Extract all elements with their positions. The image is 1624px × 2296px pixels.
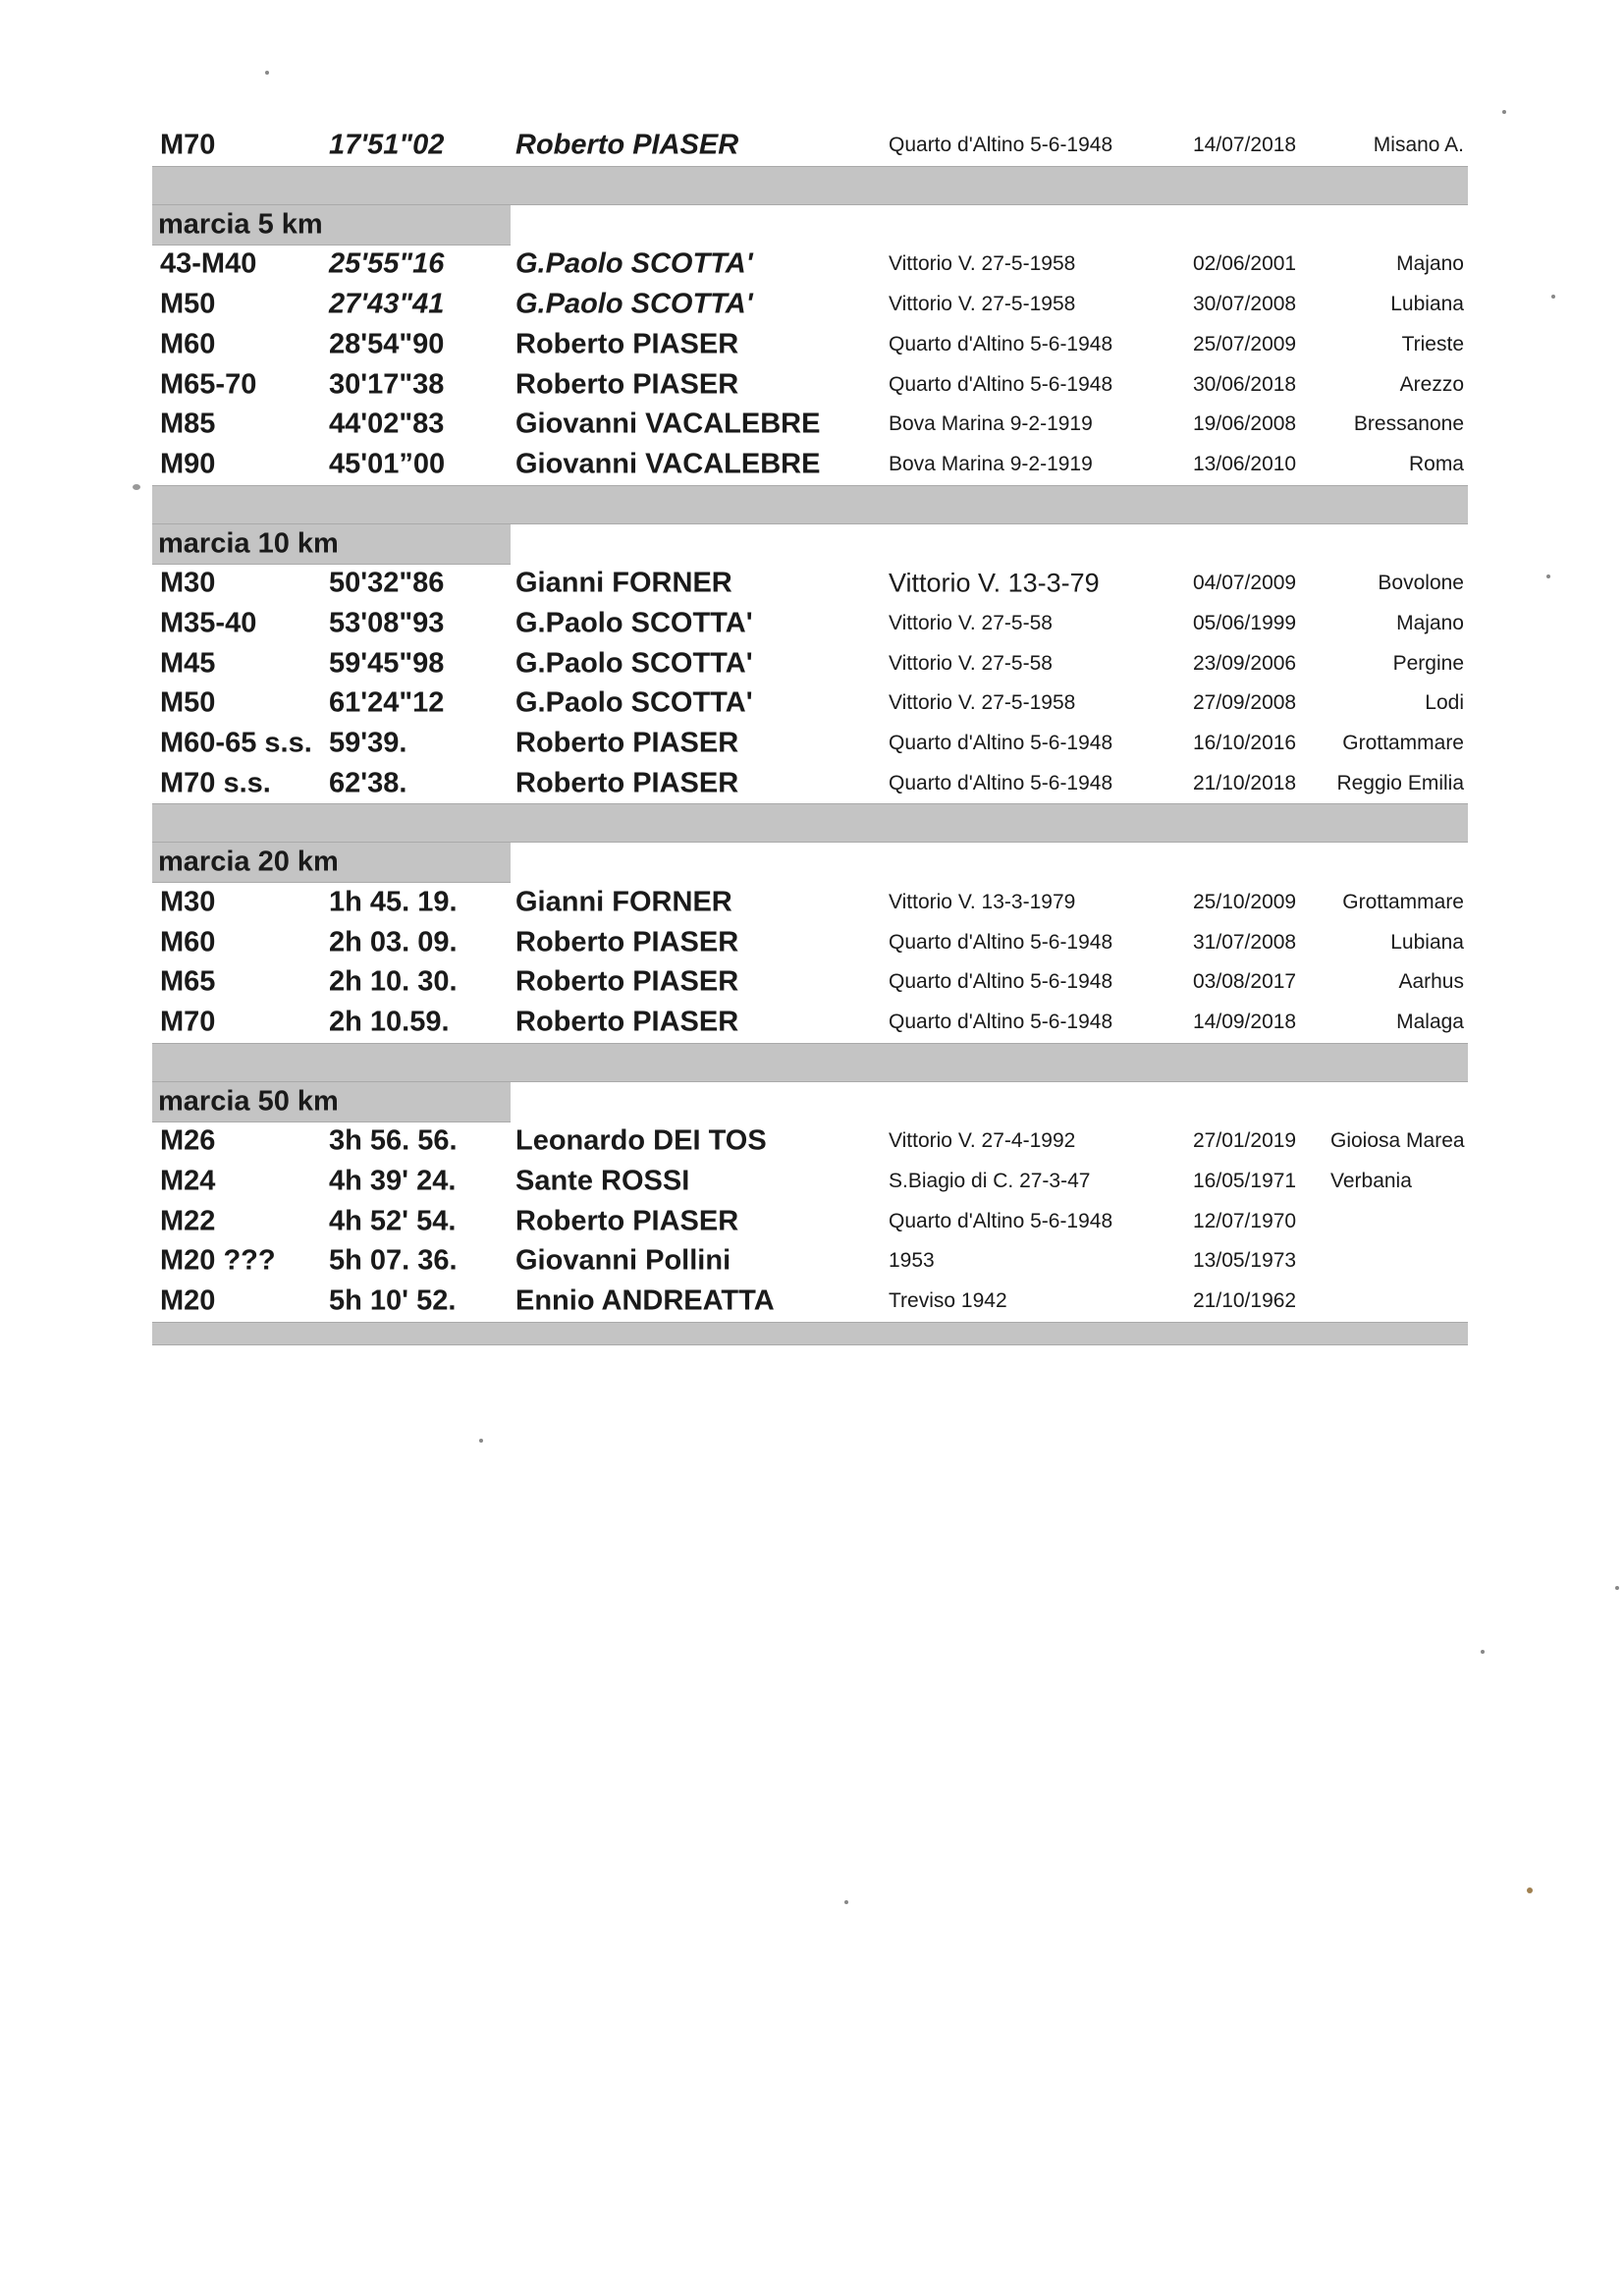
time-cell: 59'39. — [329, 727, 407, 759]
category-cell: M45 — [160, 647, 216, 680]
table-row — [152, 126, 1468, 166]
date-cell: 16/05/1971 — [1193, 1169, 1297, 1192]
section-title-box — [152, 205, 511, 246]
birthplace-cell: Quarto d'Altino 5-6-1948 — [889, 1209, 1113, 1232]
time-cell: 2h 10. 30. — [329, 965, 458, 998]
category-cell: M50 — [160, 686, 216, 719]
athlete-name-cell: Roberto PIASER — [515, 328, 739, 360]
city-cell: Arezzo — [1399, 372, 1464, 396]
date-cell: 21/10/2018 — [1193, 771, 1297, 794]
section-header — [152, 843, 1468, 882]
athlete-name-cell: G.Paolo SCOTTA' — [515, 607, 753, 639]
category-cell: 43-M40 — [160, 247, 257, 280]
scan-speck — [1481, 1650, 1485, 1654]
table-row — [152, 364, 1468, 405]
city-cell: Malaga — [1396, 1011, 1464, 1034]
category-cell: M26 — [160, 1124, 216, 1157]
table-row — [152, 445, 1468, 485]
city-cell: Misano A. — [1373, 134, 1464, 157]
birthplace-cell: Vittorio V. 13-3-1979 — [889, 890, 1076, 913]
time-cell: 5h 10' 52. — [329, 1285, 457, 1317]
separator-bar — [152, 1043, 1468, 1082]
date-cell: 19/06/2008 — [1193, 412, 1297, 436]
athlete-name-cell: Roberto PIASER — [515, 727, 739, 759]
date-cell: 27/01/2019 — [1193, 1128, 1297, 1152]
category-cell: M60-65 s.s. — [160, 727, 312, 759]
city-cell: Majano — [1396, 252, 1464, 276]
records-table — [152, 126, 1468, 1345]
birthplace-cell: Quarto d'Altino 5-6-1948 — [889, 134, 1113, 157]
table-row — [152, 882, 1468, 922]
scan-speck — [1551, 295, 1555, 299]
time-cell: 61'24"12 — [329, 686, 445, 719]
scan-speck — [1615, 1586, 1619, 1590]
birthplace-cell: Vittorio V. 27-5-58 — [889, 651, 1053, 675]
section-header — [152, 524, 1468, 564]
scan-speck — [844, 1900, 848, 1904]
birthplace-cell: Quarto d'Altino 5-6-1948 — [889, 771, 1113, 794]
category-cell: M70 — [160, 1006, 216, 1038]
city-cell: Lubiana — [1390, 930, 1464, 954]
athlete-name-cell: Gianni FORNER — [515, 567, 732, 599]
category-cell: M90 — [160, 448, 216, 480]
section-title-box — [152, 843, 511, 883]
category-cell: M24 — [160, 1165, 216, 1197]
time-cell: 59'45"98 — [329, 647, 445, 680]
city-cell: Roma — [1408, 453, 1464, 476]
separator-bar — [152, 166, 1468, 205]
table-row — [152, 324, 1468, 364]
scan-speck — [133, 484, 140, 490]
birthplace-cell: Vittorio V. 27-5-1958 — [889, 292, 1076, 315]
section-header — [152, 1082, 1468, 1121]
birthplace-cell: Vittorio V. 27-4-1992 — [889, 1128, 1076, 1152]
athlete-name-cell: Sante ROSSI — [515, 1165, 690, 1197]
city-cell: Verbania — [1330, 1169, 1412, 1192]
time-cell: 44'02"83 — [329, 408, 445, 440]
athlete-name-cell: Giovanni Pollini — [515, 1244, 731, 1277]
birthplace-cell: Vittorio V. 27-5-1958 — [889, 691, 1076, 715]
table-row — [152, 1121, 1468, 1162]
table-row — [152, 1161, 1468, 1201]
date-cell: 13/06/2010 — [1193, 453, 1297, 476]
city-cell: Grottammare — [1342, 732, 1464, 755]
city-cell: Bressanone — [1353, 412, 1464, 436]
separator-bar — [152, 803, 1468, 843]
date-cell: 02/06/2001 — [1193, 252, 1297, 276]
scan-speck — [265, 71, 269, 75]
city-cell: Bovolone — [1378, 571, 1464, 594]
section-title: marcia 20 km — [158, 846, 339, 878]
table-row — [152, 1003, 1468, 1043]
category-cell: M30 — [160, 567, 216, 599]
time-cell: 50'32"86 — [329, 567, 445, 599]
date-cell: 03/08/2017 — [1193, 970, 1297, 994]
date-cell: 21/10/1962 — [1193, 1289, 1297, 1313]
athlete-name-cell: Roberto PIASER — [515, 767, 739, 799]
date-cell: 13/05/1973 — [1193, 1249, 1297, 1273]
time-cell: 2h 10.59. — [329, 1006, 450, 1038]
athlete-name-cell: G.Paolo SCOTTA' — [515, 247, 753, 280]
table-row — [152, 724, 1468, 764]
city-cell: Lodi — [1425, 691, 1464, 715]
athlete-name-cell: Roberto PIASER — [515, 129, 739, 161]
date-cell: 30/07/2008 — [1193, 292, 1297, 315]
category-cell: M65-70 — [160, 368, 257, 401]
scan-speck — [1502, 110, 1506, 114]
date-cell: 31/07/2008 — [1193, 930, 1297, 954]
time-cell: 1h 45. 19. — [329, 886, 458, 918]
athlete-name-cell: G.Paolo SCOTTA' — [515, 647, 753, 680]
athlete-name-cell: Leonardo DEI TOS — [515, 1124, 767, 1157]
date-cell: 23/09/2006 — [1193, 651, 1297, 675]
time-cell: 4h 52' 54. — [329, 1205, 457, 1237]
athlete-name-cell: Roberto PIASER — [515, 926, 739, 958]
date-cell: 27/09/2008 — [1193, 691, 1297, 715]
category-cell: M30 — [160, 886, 216, 918]
athlete-name-cell: Giovanni VACALEBRE — [515, 448, 821, 480]
section-title-box — [152, 524, 511, 565]
section-header — [152, 205, 1468, 245]
city-cell: Aarhus — [1398, 970, 1464, 994]
birthplace-cell: Vittorio V. 27-5-1958 — [889, 252, 1076, 276]
city-cell: Trieste — [1401, 332, 1464, 355]
athlete-name-cell: Roberto PIASER — [515, 965, 739, 998]
date-cell: 12/07/1970 — [1193, 1209, 1297, 1232]
time-cell: 53'08"93 — [329, 607, 445, 639]
birthplace-cell: 1953 — [889, 1249, 935, 1273]
time-cell: 30'17"38 — [329, 368, 445, 401]
city-cell: Lubiana — [1390, 292, 1464, 315]
date-cell: 25/07/2009 — [1193, 332, 1297, 355]
athlete-name-cell: G.Paolo SCOTTA' — [515, 288, 753, 320]
table-row — [152, 922, 1468, 962]
birthplace-cell: Bova Marina 9-2-1919 — [889, 453, 1093, 476]
category-cell: M20 ??? — [160, 1244, 276, 1277]
athlete-name-cell: Roberto PIASER — [515, 1205, 739, 1237]
table-row — [152, 405, 1468, 445]
birthplace-cell: Vittorio V. 13-3-79 — [889, 568, 1100, 598]
birthplace-cell: Quarto d'Altino 5-6-1948 — [889, 732, 1113, 755]
birthplace-cell: Bova Marina 9-2-1919 — [889, 412, 1093, 436]
birthplace-cell: Quarto d'Altino 5-6-1948 — [889, 1011, 1113, 1034]
time-cell: 5h 07. 36. — [329, 1244, 458, 1277]
athlete-name-cell: Ennio ANDREATTA — [515, 1285, 775, 1317]
table-row — [152, 285, 1468, 325]
table-row — [152, 1201, 1468, 1241]
table-row — [152, 643, 1468, 683]
category-cell: M65 — [160, 965, 216, 998]
date-cell: 14/07/2018 — [1193, 134, 1297, 157]
athlete-name-cell: G.Paolo SCOTTA' — [515, 686, 753, 719]
category-cell: M60 — [160, 328, 216, 360]
city-cell: Reggio Emilia — [1336, 771, 1464, 794]
date-cell: 05/06/1999 — [1193, 611, 1297, 634]
category-cell: M60 — [160, 926, 216, 958]
birthplace-cell: Vittorio V. 27-5-58 — [889, 611, 1053, 634]
time-cell: 2h 03. 09. — [329, 926, 458, 958]
scan-speck — [1527, 1887, 1533, 1893]
birthplace-cell: Quarto d'Altino 5-6-1948 — [889, 970, 1113, 994]
section-title: marcia 10 km — [158, 527, 339, 560]
category-cell: M35-40 — [160, 607, 257, 639]
city-cell: Majano — [1396, 611, 1464, 634]
table-row — [152, 1282, 1468, 1322]
date-cell: 04/07/2009 — [1193, 571, 1297, 594]
table-row — [152, 564, 1468, 604]
category-cell: M70 — [160, 129, 216, 161]
birthplace-cell: Treviso 1942 — [889, 1289, 1007, 1313]
scan-speck — [1546, 574, 1550, 578]
time-cell: 28'54"90 — [329, 328, 445, 360]
athlete-name-cell: Giovanni VACALEBRE — [515, 408, 821, 440]
date-cell: 30/06/2018 — [1193, 372, 1297, 396]
table-row — [152, 962, 1468, 1003]
category-cell: M70 s.s. — [160, 767, 271, 799]
time-cell: 4h 39' 24. — [329, 1165, 457, 1197]
section-title-box — [152, 1082, 511, 1122]
time-cell: 3h 56. 56. — [329, 1124, 458, 1157]
category-cell: M50 — [160, 288, 216, 320]
athlete-name-cell: Roberto PIASER — [515, 368, 739, 401]
time-cell: 62'38. — [329, 767, 407, 799]
section-title: marcia 5 km — [158, 208, 323, 241]
date-cell: 14/09/2018 — [1193, 1011, 1297, 1034]
athlete-name-cell: Roberto PIASER — [515, 1006, 739, 1038]
category-cell: M20 — [160, 1285, 216, 1317]
table-row — [152, 1241, 1468, 1282]
category-cell: M85 — [160, 408, 216, 440]
table-row — [152, 603, 1468, 643]
birthplace-cell: Quarto d'Altino 5-6-1948 — [889, 372, 1113, 396]
table-row — [152, 764, 1468, 804]
city-cell: Pergine — [1392, 651, 1464, 675]
city-cell: Grottammare — [1342, 890, 1464, 913]
category-cell: M22 — [160, 1205, 216, 1237]
section-title: marcia 50 km — [158, 1085, 339, 1118]
scan-speck — [479, 1439, 483, 1443]
time-cell: 45'01”00 — [329, 448, 446, 480]
date-cell: 16/10/2016 — [1193, 732, 1297, 755]
birthplace-cell: Quarto d'Altino 5-6-1948 — [889, 930, 1113, 954]
sections-container — [152, 205, 1468, 1345]
table-row — [152, 683, 1468, 724]
athlete-name-cell: Gianni FORNER — [515, 886, 732, 918]
separator-bar — [152, 485, 1468, 524]
time-cell: 25'55"16 — [329, 247, 445, 280]
city-cell: Gioiosa Marea — [1330, 1128, 1465, 1152]
date-cell: 25/10/2009 — [1193, 890, 1297, 913]
birthplace-cell: S.Biagio di C. 27-3-47 — [889, 1169, 1091, 1192]
birthplace-cell: Quarto d'Altino 5-6-1948 — [889, 332, 1113, 355]
table-row — [152, 245, 1468, 285]
separator-bar — [152, 1322, 1468, 1345]
time-cell: 27'43"41 — [329, 288, 445, 320]
time-cell: 17'51"02 — [329, 129, 445, 161]
